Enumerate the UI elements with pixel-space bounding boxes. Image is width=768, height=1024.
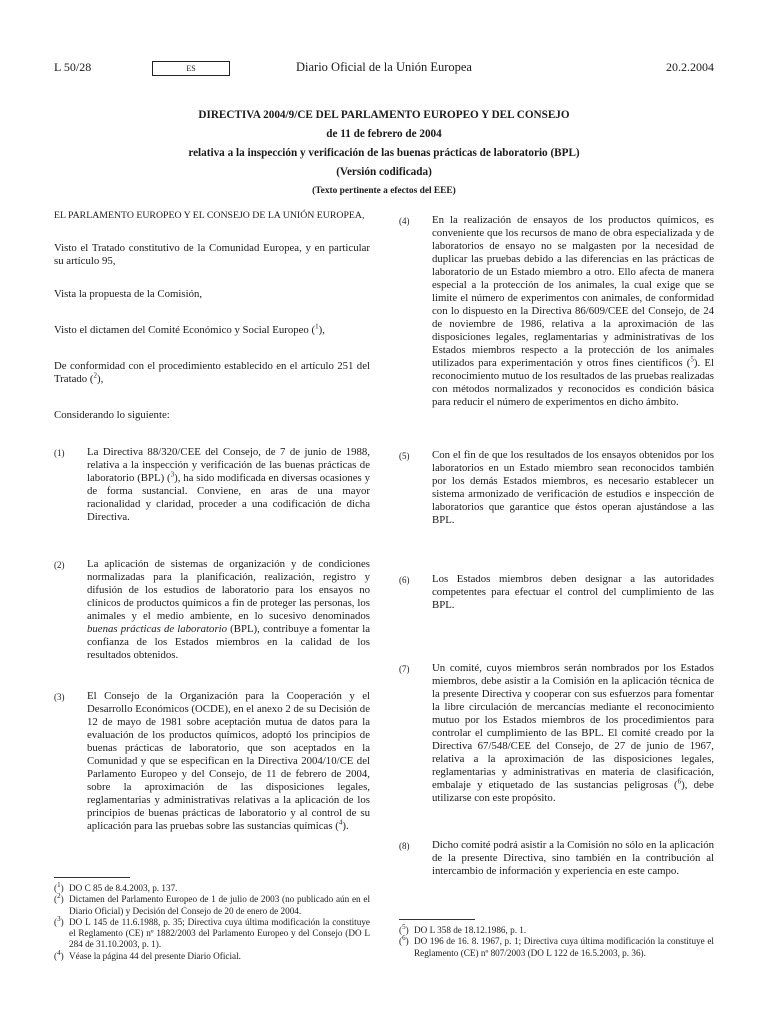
item-number: (6) xyxy=(399,575,410,585)
item-text xyxy=(87,690,370,833)
footnote-mark-num: 3 xyxy=(57,914,61,923)
title-line-4: (Versión codificada) xyxy=(336,166,432,178)
visto-propuesta xyxy=(54,288,370,301)
item-text: Con el fin de que los resultados de los ensayos obtenidos por los laboratorios en un Estado miembro sean reconocidos también por los demás Estados miembros, es necesario establecer un sistema armonizado de verificación de estudios e inspección de laboratorios que garantice que éstos operan ajustándose a las BPL. xyxy=(432,449,714,526)
considerando-4 xyxy=(399,214,714,409)
page-header xyxy=(54,60,714,76)
item-text xyxy=(432,214,714,409)
item-number: (4) xyxy=(399,216,410,226)
item-text-a: El Consejo de la Organización para la Cooperación y el Desarrollo Económicos (OCDE), en el anexo 2 de su Decisión de 12 de mayo de 1981 sobre aceptación mutua de datos para la evaluación de los productos químicos, adoptó los principios de buenas prácticas de laboratorio, que son aceptados en la Comunidad y que se especifican en la Directiva 2004/10/CE del Parlamento Europeo y del Consejo, de 11 de febrero de 2004, sobre la aproximación de las disposiciones legales, reglamentarias y administrativas relativas a la aplicación de los principios de buenas prácticas de laboratorio y al control de su aplicación para las pruebas sobre las sustancias químicas ( xyxy=(87,690,370,832)
considerando-intro xyxy=(54,409,370,422)
journal-title: Diario Oficial de la Unión Europea xyxy=(296,60,472,74)
item-text-b: ). El reconocimiento mutuo de los resultados de las pruebas realizadas con métodos normalizados y reconocidos es condición básica para reducir el número de experimentos en dicho ámbito. xyxy=(432,357,714,408)
footnote-3 xyxy=(54,914,370,951)
visto-dictamen xyxy=(54,324,370,337)
footnote-6 xyxy=(399,936,714,959)
footnotes-left xyxy=(54,877,370,962)
considerando-1 xyxy=(54,446,370,524)
page-reference: L 50/28 xyxy=(54,60,92,74)
footnote-mark-num: 1 xyxy=(57,880,61,889)
footnote-text: DO L 145 de 11.6.1988, p. 35; Directiva cuya última modificación la constituye el Reglamento (CE) nº 1882/2003 del Parlamento Europeo y del Consejo (DO L 284 de 31.10.2003, p. 1). xyxy=(69,916,370,950)
language-badge: ES xyxy=(152,61,230,76)
item-text xyxy=(87,446,370,524)
footnote-ref[interactable]: 1 xyxy=(315,322,319,331)
document-title xyxy=(54,106,714,201)
footnote-mark: ($^3$) xyxy=(54,914,64,927)
footnote-ref[interactable]: 3 xyxy=(170,470,175,479)
publication-date: 20.2.2004 xyxy=(666,60,714,74)
footnote-text: DO L 358 de 18.12.1986, p. 1. xyxy=(414,925,527,935)
item-text-a: La Directiva 88/320/CEE del Consejo, de 7 de junio de 1988, relativa a la inspección y verificación de las buenas prácticas de laboratorio (BPL) ( xyxy=(87,446,370,484)
item-number: (2) xyxy=(54,560,65,570)
item-text-a: Un comité, cuyos miembros serán nombrados por los Estados miembros, debe asistir a la Comisión en la aplicación técnica de la presente Directiva y cooperar con sus esfuerzos para fomentar la libre circulación de mercancías mediante el reconocimiento mutuo por los Estados miembros de los procedimientos para controlar el cumplimiento de las BPL. El comité creado por la Directiva 67/548/CEE del Consejo, de 27 de junio de 1967, relativa a la aproximación de las disposiciones legales, reglamentarias y administrativas en materia de clasificación, embalaje y etiquetado de las sustancias peligrosas ( xyxy=(432,662,714,791)
footnote-4 xyxy=(54,948,370,962)
item-text xyxy=(432,662,714,805)
item-number: (5) xyxy=(399,451,410,461)
visto-text: Visto el dictamen del Comité Económico y Social Europeo ( xyxy=(54,324,316,336)
visto-tail: ), xyxy=(97,373,104,385)
visto-text: De conformidad con el procedimiento establecido en el artículo 251 del Tratado ( xyxy=(54,360,370,385)
footnotes-right xyxy=(399,919,714,959)
footnote-ref[interactable]: 6 xyxy=(677,777,682,786)
footnote-mark: ($^4$) xyxy=(54,948,64,961)
left-column xyxy=(54,210,370,833)
footnote-text: Dictamen del Parlamento Europeo de 1 de julio de 2003 (no publicado aún en el Diario Oficial) y Decisión del Consejo de 20 de enero de 2004. xyxy=(69,894,370,916)
title-line-3: relativa a la inspección y verificación de las buenas prácticas de laboratorio (BPL) xyxy=(188,147,580,159)
considerando-2 xyxy=(54,558,370,662)
footnote-mark: ($^6$) xyxy=(399,934,409,947)
right-column xyxy=(399,214,714,878)
footnote-mark: ($^5$) xyxy=(399,922,409,935)
item-text-b: (BPL), contribuye a fomentar la confianza de los Estados miembros en la calidad de los resultados obtenidos. xyxy=(87,623,370,661)
footnote-mark: ($^1$) xyxy=(54,880,64,893)
footnote-mark-num: 6 xyxy=(402,934,406,943)
footnote-rule xyxy=(54,877,130,878)
footnote-5 xyxy=(399,922,714,936)
considerando-6 xyxy=(399,573,714,612)
item-text-em: buenas prácticas de laboratorio xyxy=(87,623,228,635)
visto-text: Considerando lo siguiente: xyxy=(54,409,170,421)
considerando-5 xyxy=(399,449,714,527)
footnote-text: DO 196 de 16. 8. 1967, p. 1; Directiva cuya última modificación la constituye el Reglamento (CE) nº 807/2003 (DO L 122 de 16.5.2003, p. 36). xyxy=(414,936,714,958)
item-number: (1) xyxy=(54,448,65,458)
visto-text: Vista la propuesta de la Comisión, xyxy=(54,288,203,300)
footnote-mark-num: 2 xyxy=(57,892,61,901)
footnote-rule xyxy=(399,919,475,920)
footnote-mark-num: 4 xyxy=(57,948,61,957)
footnote-1 xyxy=(54,880,370,894)
item-text xyxy=(87,558,370,662)
title-line-5: (Texto pertinente a efectos del EEE) xyxy=(312,186,456,196)
item-text: Los Estados miembros deben designar a las autoridades competentes para efectuar el control del cumplimiento de las BPL. xyxy=(432,573,714,611)
item-text-b: ), ha sido modificada en diversas ocasiones y de forma sustancial. Conviene, en aras de una mayor racionalidad y claridad, proceder a una codificación de dicha Directiva. xyxy=(87,472,370,523)
item-text-a: En la realización de ensayos de los productos químicos, es conveniente que los recursos de mano de obra especializada y de laboratorios de ensayo no se malgasten por la necesidad de duplicar las pruebas debido a las diferencias en las prácticas de laboratorio de un Estado miembro a otro. Ello afecta de manera especial a la protección de los animales, la cual exige que se limite el número de experimentos con animales, de conformidad con lo dispuesto en la Directiva 86/609/CEE del Consejo, de 24 de noviembre de 1986, relativa a la aproximación de las disposiciones legales, reglamentarias y administrativas de los Estados miembros respecto a la protección de los animales utilizados para experimentación y otros fines científicos ( xyxy=(432,214,714,369)
title-line-1: DIRECTIVA 2004/9/CE DEL PARLAMENTO EUROPEO Y DEL CONSEJO xyxy=(198,109,570,121)
footnote-mark-num: 5 xyxy=(402,922,406,931)
footnote-mark: ($^2$) xyxy=(54,892,64,905)
footnote-ref[interactable]: 4 xyxy=(338,818,343,827)
item-text-a: La aplicación de sistemas de organización y de condiciones normalizadas para la planificación, realización, registro y difusión de los estudios de laboratorio para los ensayos no clínicos de productos químicos a fin de proteger las personas, los animales y el medio ambiente, en lo sucesivo denominados xyxy=(87,558,370,622)
visto-procedimiento xyxy=(54,360,370,386)
item-text-b: ), debe utilizarse con este propósito. xyxy=(432,779,714,804)
footnote-text: DO C 85 de 8.4.2003, p. 137. xyxy=(69,883,178,893)
preamble: EL PARLAMENTO EUROPEO Y EL CONSEJO DE LA UNIÓN EUROPEA, xyxy=(54,210,365,221)
considerando-8 xyxy=(399,839,714,878)
visto-text: Visto el Tratado constitutivo de la Comunidad Europea, y en particular su artículo 95, xyxy=(54,242,370,267)
footnote-text: Véase la página 44 del presente Diario Oficial. xyxy=(69,950,241,961)
item-number: (8) xyxy=(399,841,410,851)
footnote-ref[interactable]: 5 xyxy=(690,355,694,364)
footnote-ref[interactable]: 2 xyxy=(93,371,97,380)
item-text: Dicho comité podrá asistir a la Comisión no sólo en la aplicación de la presente Directiva, sino también en la contribución al intercambio de información y experiencia en este campo. xyxy=(432,839,714,877)
title-line-2: de 11 de febrero de 2004 xyxy=(326,128,442,140)
visto-tratado xyxy=(54,242,370,268)
footnote-2 xyxy=(54,894,370,917)
visto-tail: ), xyxy=(318,324,325,336)
item-number: (7) xyxy=(399,664,410,674)
considerando-3 xyxy=(54,690,370,833)
considerando-7 xyxy=(399,662,714,805)
item-number: (3) xyxy=(54,692,65,702)
item-text-b: ). xyxy=(342,820,349,832)
